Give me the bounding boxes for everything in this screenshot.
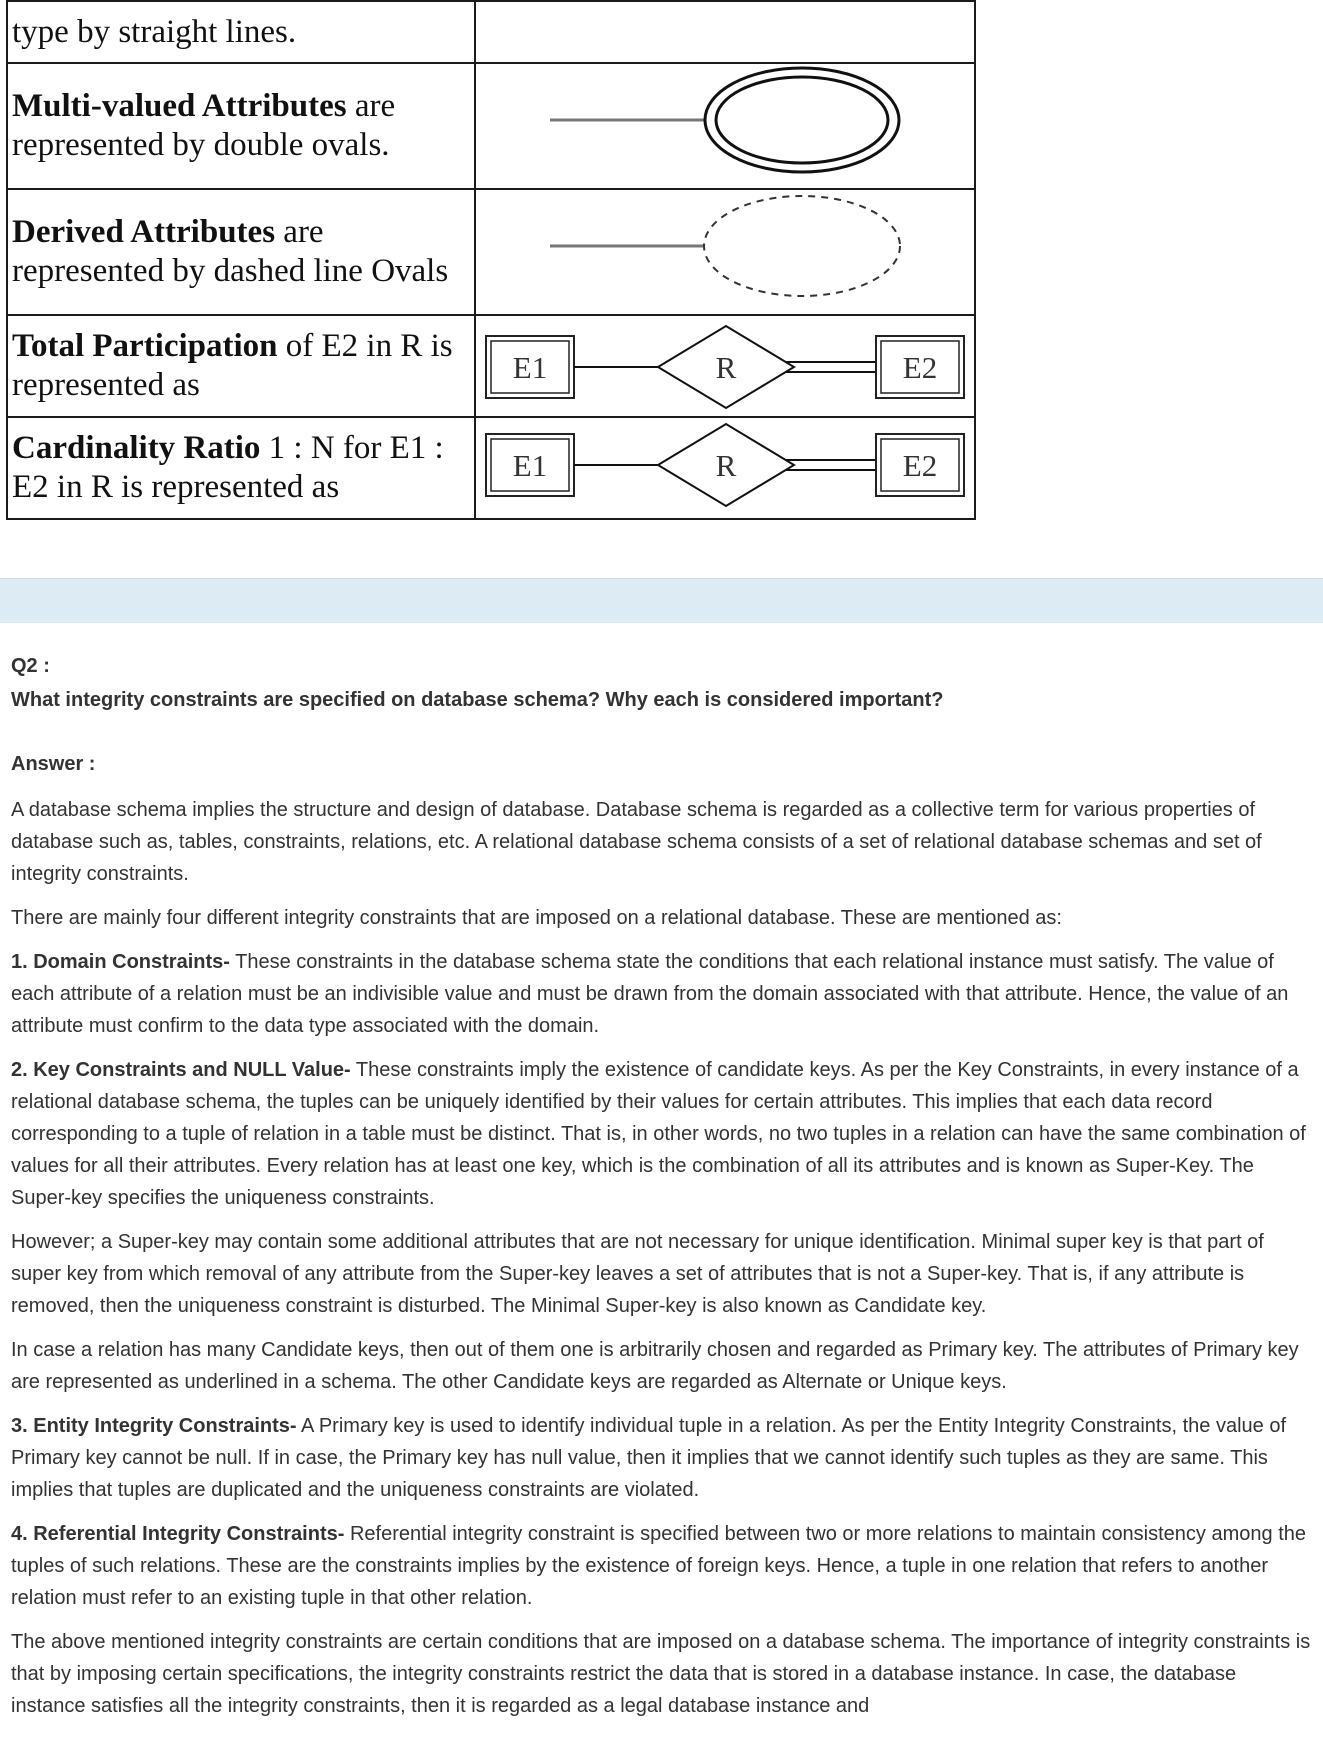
question-answer-section (11, 654, 1311, 1722)
answer-paragraph: There are mainly four different integrity constraints that are imposed on a relational database. These are mentioned as: (11, 907, 1062, 929)
relationship-r-label: R (715, 448, 737, 483)
row-description: Multi-valued Attributes are represented by double ovals. (7, 63, 475, 189)
section-divider-band (0, 578, 1323, 623)
dashed-oval (704, 196, 900, 296)
derived-attribute-figure (475, 189, 975, 315)
table-row (7, 417, 975, 519)
answer-paragraph-key-constraints: 2. Key Constraints and NULL Value- These constraints imply the existence of candidate keys. As per the Key Constraints, in every instance of a relational database schema, the tuples can be uniquely identified by their values for certain attributes. This implies that each data record corresponding to a tuple of relation in a table must be distinct. That is, in other words, no two tuples in a relation can have the same combination of values for all their attributes. Every relation has at least one key, which is the combination of all its attributes and is known as Super-Key. The Super-key specifies the uniqueness constraints. (11, 1059, 1306, 1209)
answer-paragraph: The above mentioned integrity constraints are certain conditions that are imposed on a database schema. The importance of integrity constraints is that by imposing certain specifications, the integrity constraints restrict the data that is stored in a database instance. In case, the database instance satisfies all the integrity constraints, then it is regarded as a legal database instance and (11, 1631, 1311, 1717)
row-figure-empty (475, 1, 975, 63)
cardinality-ratio-diagram (476, 418, 972, 518)
outer-oval (705, 68, 899, 172)
er-notation-table (6, 0, 976, 520)
answer-paragraph: However; a Super-key may contain some additional attributes that are not necessary for unique identification. Minimal super key is that part of super key from which removal of any attribute from the Super-key leaves a set of attributes that is not a Super-key. That is, if any attribute is removed, then the uniqueness constraint is disturbed. The Minimal Super-key is also known as Candidate key. (11, 1231, 1264, 1317)
double-oval-symbol (476, 64, 972, 188)
answer-paragraph-referential-integrity: 4. Referential Integrity Constraints- Referential integrity constraint is specified between two or more relations to maintain consistency among the tuples of such relations. These are the constraints implies by the existence of foreign keys. Hence, a tuple in one relation that refers to another relation must refer to an existing tuple in that other relation. (11, 1523, 1306, 1609)
answer-paragraph: In case a relation has many Candidate keys, then out of them one is arbitrarily chosen and regarded as Primary key. The attributes of Primary key are represented as underlined in a schema. The other Candidate keys are regarded as Alternate or Unique keys. (11, 1339, 1299, 1393)
answer-paragraph: A database schema implies the structure and design of database. Database schema is regarded as a collective term for various properties of database such as, tables, constraints, relations, etc. A relational database schema consists of a set of relational database schemas and set of integrity constraints. (11, 799, 1262, 885)
total-participation-figure (475, 315, 975, 417)
row-description: Total Participation of E2 in R is represented as (7, 315, 475, 417)
entity-e1-label: E1 (512, 350, 548, 385)
entity-e2-label: E2 (902, 350, 938, 385)
table-row (7, 63, 975, 189)
total-participation-diagram (476, 316, 972, 416)
answer-paragraph-entity-integrity: 3. Entity Integrity Constraints- A Primary key is used to identify individual tuple in a relation. As per the Entity Integrity Constraints, the value of Primary key cannot be null. If in case, the Primary key has null value, then it implies that we cannot identify such tuples as they are same. This implies that tuples are duplicated and the uniqueness constraints are violated. (11, 1415, 1286, 1501)
table-row (7, 1, 975, 63)
relationship-r-label: R (715, 350, 737, 385)
answer-label: Answer : (11, 753, 96, 775)
multivalued-attribute-figure (475, 63, 975, 189)
row-description: Cardinality Ratio 1 : N for E1 : E2 in R is represented as (7, 417, 475, 519)
entity-e2-label: E2 (902, 448, 938, 483)
entity-e1-label: E1 (512, 448, 548, 483)
row-description: type by straight lines. (7, 1, 475, 63)
question-text: What integrity constraints are specified on database schema? Why each is considered important? (11, 689, 944, 711)
row-description: Derived Attributes are represented by dashed line Ovals (7, 189, 475, 315)
inner-oval (716, 77, 888, 163)
table-row (7, 189, 975, 315)
table-row (7, 315, 975, 417)
dashed-oval-symbol (476, 190, 972, 314)
cardinality-ratio-figure (475, 417, 975, 519)
answer-paragraph-domain-constraints: 1. Domain Constraints- These constraints in the database schema state the conditions that each relational instance must satisfy. The value of each attribute of a relation must be an indivisible value and must be drawn from the domain associated with that attribute. Hence, the value of an attribute must confirm to the data type associated with the domain. (11, 951, 1289, 1037)
question-number: Q2 : (11, 655, 50, 677)
